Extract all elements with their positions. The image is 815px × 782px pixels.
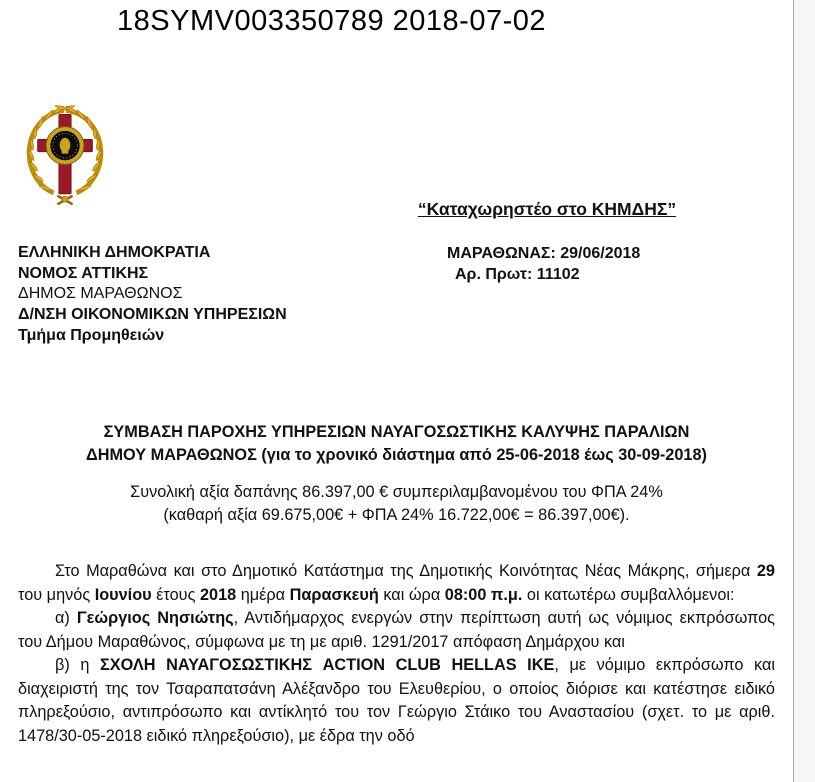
text-segment: και ώρα xyxy=(378,585,445,604)
text-segment: οι κατωτέρω συμβαλλόμενοι: xyxy=(522,585,735,604)
text-segment: Ιουνίου xyxy=(94,585,152,604)
contract-title-line2: ΔΗΜΟΥ ΜΑΡΑΘΩΝΟΣ (για το χρονικό διάστημα από 25-06-2018 έως 30-09-2018) xyxy=(86,445,707,464)
agency-line-prefecture: ΝΟΜΟΣ ΑΤΤΙΚΗΣ xyxy=(18,264,149,282)
text-segment: , με νόμιμο εκπρόσωπο και διαχειριστή της τον Τσαραπατσάνη Αλέξανδρο του Ελευθερίου, ο οποίος διόρισε και κατέστησε ειδικό πληρεξούσιο, αντιπρόσωπο και αντίκλητό του τον Γεώργιο Στάικο του Αναστασίου (σχετ. το με αριθ. 1478/30-05-2018 ειδικό πληρεξούσιο), με έδρα την οδό xyxy=(18,656,775,745)
text-segment: Παρασκευή xyxy=(289,585,379,604)
contract-body xyxy=(18,560,775,748)
text-segment: ΣΧΟΛΗ ΝΑΥΑΓΟΣΩΣΤΙΚΗΣ ACTION CLUB HELLAS ΙΚΕ xyxy=(100,656,555,674)
text-segment: του μηνός xyxy=(18,585,95,604)
paragraph-intro xyxy=(18,560,775,607)
contract-amounts xyxy=(0,481,793,527)
text-segment: α) xyxy=(55,609,77,627)
marathon-emblem-icon xyxy=(22,103,108,209)
agency-line-republic: ΕΛΛΗΝΙΚΗ ΔΗΜΟΚΡΑΤΙΑ xyxy=(18,244,211,261)
text-segment: β) η xyxy=(55,656,101,674)
contract-title-line1: ΣΥΜΒΑΣΗ ΠΑΡΟΧΗΣ ΥΠΗΡΕΣΙΩΝ ΝΑΥΑΓΟΣΩΣΤΙΚΗΣ ΚΑΛΥΨΗΣ ΠΑΡΑΛΙΩΝ xyxy=(103,423,690,441)
agency-line-directorate: Δ/ΝΣΗ ΟΙΚΟΝΟΜΙΚΩΝ ΥΠΗΡΕΣΙΩΝ xyxy=(18,306,287,324)
text-segment: έτους xyxy=(151,585,200,604)
text-segment: 2018 xyxy=(199,585,237,604)
agency-line-department: Τμήμα Προμηθειών xyxy=(18,326,165,344)
text-segment: Στο Μαραθώνα και στο Δημοτικό Κατάστημα της Δημοτικής Κοινότητας Νέας Μάκρης, σήμερα xyxy=(55,562,757,580)
place-date-line: ΜΑΡΑΘΩΝΑΣ: 29/06/2018 xyxy=(447,245,641,262)
net-vat-amount-line: (καθαρή αξία 69.675,00€ + ΦΠΑ 24% 16.722,00€ = 86.397,00€). xyxy=(163,506,630,524)
paragraph-party-b xyxy=(18,654,775,748)
text-segment: , Αντιδήμαρχος ενεργών στην περίπτωση αυτή ως νόμιμος εκπρόσωπος του Δήμου Μαραθώνος, σύμφωνα με τη με αριθ. 1291/2017 απόφαση Δημάρχου και xyxy=(18,609,775,651)
text-segment: ημέρα xyxy=(236,585,290,604)
protocol-number-line: Αρ. Πρωτ: 11102 xyxy=(455,266,580,283)
text-segment: 29 xyxy=(756,562,775,580)
agency-line-municipality: ΔΗΜΟΣ ΜΑΡΑΘΩΝΟΣ xyxy=(18,285,183,303)
contract-title xyxy=(0,421,793,466)
agency-block xyxy=(18,243,287,347)
paragraph-party-a xyxy=(18,607,775,654)
text-segment: Γεώργιος Νησιώτης xyxy=(76,609,234,627)
total-amount-line: Συνολική αξία δαπάνης 86.397,00 € συμπεριλαμβανομένου του ΦΠΑ 24% xyxy=(130,483,663,501)
text-segment: 08:00 π.μ. xyxy=(444,585,523,604)
meta-block xyxy=(447,243,640,285)
document-id-header: 18SYMV003350789 2018-07-02 xyxy=(117,5,546,37)
registration-note: “Καταχωρηστέο στο ΚΗΜΔΗΣ” xyxy=(417,199,677,219)
